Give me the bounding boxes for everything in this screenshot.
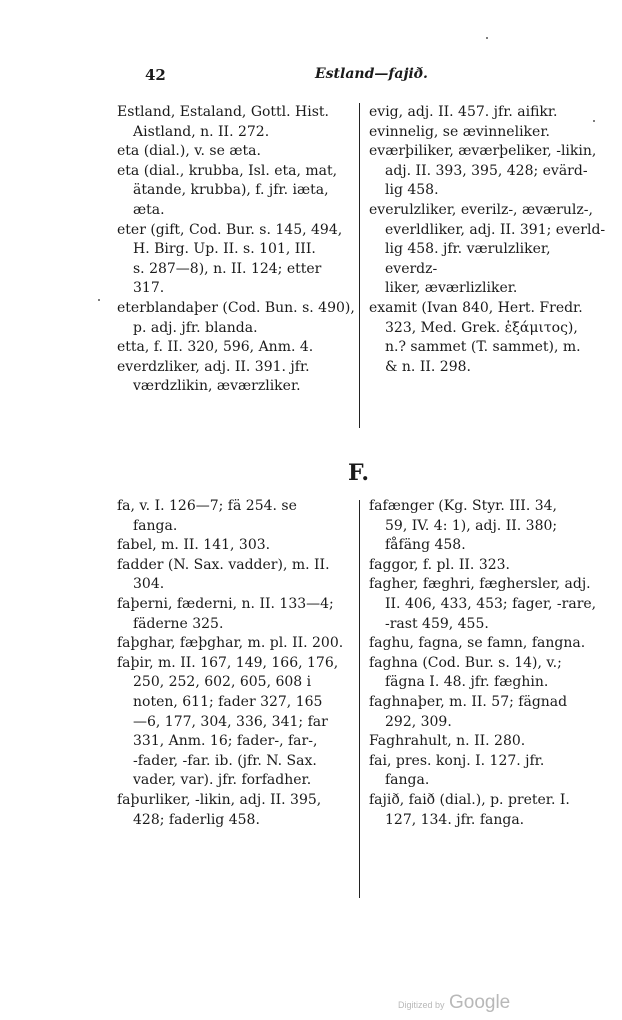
entry-line: eværþiliker, æværþeliker, -likin, (369, 143, 597, 160)
column-divider-top (359, 103, 360, 428)
entry-line: eta (dial., krubba, Isl. eta, mat, (117, 162, 338, 179)
entry-line: værdzlikin, æværzliker. (133, 378, 301, 395)
print-speck (98, 299, 100, 301)
entry-line: fäderne 325. (133, 615, 224, 632)
entry-line: vader, var). jfr. forfadher. (133, 772, 312, 789)
dictionary-entry (369, 752, 606, 791)
entry-line: & n. II. 298. (385, 358, 471, 375)
entry-line: etta, f. II. 320, 596, Anm. 4. (117, 339, 314, 356)
entry-line: evinnelig, se ævinneliker. (369, 123, 550, 140)
dictionary-entry (117, 654, 355, 791)
entry-line: fafænger (Kg. Styr. III. 34, (369, 498, 557, 514)
entry-line: 59, IV. 4: 1), adj. II. 380; (385, 517, 558, 534)
print-speck (486, 37, 488, 39)
watermark-brand: Google (448, 992, 511, 1013)
entry-line: fåfäng 458. (385, 537, 466, 554)
dictionary-entry (369, 654, 606, 693)
entry-line: fajið, faið (dial.), p. preter. I. (369, 791, 570, 808)
entry-line: everldliker, adj. II. 391; everld- (385, 221, 606, 238)
dictionary-entry (369, 791, 606, 830)
entry-line: everulzliker, everilz-, æværulz-, (369, 201, 593, 218)
entry-line: -fader, -far. ib. (jfr. N. Sax. (133, 752, 317, 769)
dictionary-entry (369, 556, 606, 576)
entry-line: 292, 309. (385, 713, 452, 730)
dictionary-entry (369, 575, 606, 634)
running-head: Estland—fajið. (315, 66, 428, 82)
entry-line: evig, adj. II. 457. jfr. aifikr. (369, 104, 558, 120)
entry-line: 304. (133, 576, 165, 593)
dictionary-entry (117, 142, 355, 162)
entry-line: faþurliker, -likin, adj. II. 395, (117, 791, 322, 808)
entry-line: æta. (133, 201, 165, 218)
entry-line: 323, Med. Grek. ἑξάμιτος), (385, 319, 578, 336)
entry-line: noten, 611; fader 327, 165 (133, 693, 323, 710)
column-bottom-right (369, 497, 606, 830)
page-number: 42 (145, 66, 166, 84)
digitized-by-google-watermark (398, 992, 510, 1014)
entry-line: faghnaþer, m. II. 57; fägnad (369, 693, 568, 710)
dictionary-entry (117, 358, 355, 397)
watermark-prefix: Digitized by (398, 1000, 445, 1010)
column-bottom-left (117, 497, 355, 830)
dictionary-entry (117, 299, 355, 338)
dictionary-entry (369, 634, 606, 654)
entry-line: ätande, krubba), f. jfr. iæta, (133, 182, 329, 199)
dictionary-entry (117, 497, 355, 536)
dictionary-entry (117, 338, 355, 358)
dictionary-entry (369, 299, 606, 377)
dictionary-entry (117, 556, 355, 595)
entry-line: lig 458. jfr. værulzliker, everdz- (385, 241, 551, 277)
entry-line: 250, 252, 602, 605, 608 i (133, 674, 312, 691)
entry-line: II. 406, 433, 453; fager, -rare, (385, 595, 597, 612)
entry-line: fanga. (133, 517, 178, 534)
entry-line: fägna I. 48. jfr. fæghin. (385, 674, 549, 691)
entry-line: fai, pres. konj. I. 127. jfr. (369, 752, 545, 769)
entry-line: eterblandaþer (Cod. Bun. s. 490), (117, 299, 355, 316)
dictionary-entry (117, 634, 355, 654)
dictionary-entry (369, 103, 606, 123)
entry-line: fabel, m. II. 141, 303. (117, 537, 271, 554)
print-speck (593, 120, 595, 122)
entry-line: Faghrahult, n. II. 280. (369, 733, 526, 750)
entry-line: 331, Anm. 16; fader-, far-, (133, 733, 318, 750)
entry-line: faggor, f. pl. II. 323. (369, 556, 510, 573)
dictionary-entry (369, 732, 606, 752)
entry-line: faþghar, fæþghar, m. pl. II. 200. (117, 635, 344, 652)
entry-line: liker, æværlizliker. (385, 280, 518, 297)
dictionary-entry (117, 595, 355, 634)
dictionary-entry (117, 791, 355, 830)
column-divider-bottom (359, 500, 360, 898)
entry-line: adj. II. 393, 395, 428; evärd- (385, 162, 588, 179)
dictionary-entry (369, 142, 606, 201)
entry-line: fadder (N. Sax. vadder), m. II. (117, 556, 330, 573)
entry-line: faghna (Cod. Bur. s. 14), v.; (369, 654, 562, 671)
dictionary-entry (369, 201, 606, 299)
entry-line: -rast 459, 455. (385, 615, 489, 632)
dictionary-entry (117, 103, 355, 142)
entry-line: eter (gift, Cod. Bur. s. 145, 494, (117, 221, 343, 238)
column-top-left (117, 103, 355, 397)
entry-line: p. adj. jfr. blanda. (133, 319, 258, 336)
entry-line: faþir, m. II. 167, 149, 166, 176, (117, 654, 339, 671)
entry-line: examit (Ivan 840, Hert. Fredr. (369, 299, 583, 316)
entry-line: Aistland, n. II. 272. (133, 123, 270, 140)
dictionary-entry (369, 123, 606, 143)
entry-line: faþerni, fæderni, n. II. 133—4; (117, 595, 334, 612)
dictionary-entry (117, 536, 355, 556)
entry-line: eta (dial.), v. se æta. (117, 143, 261, 160)
column-top-right (369, 103, 606, 377)
entry-line: n.? sammet (T. sammet), m. (385, 339, 581, 356)
dictionary-entry (369, 693, 606, 732)
dictionary-entry (117, 162, 355, 221)
entry-line: —6, 177, 304, 336, 341; far (133, 713, 328, 730)
entry-line: s. 287—8), n. II. 124; etter 317. (133, 260, 322, 297)
entry-line: 428; faderlig 458. (133, 811, 260, 828)
entry-line: fanga. (385, 772, 430, 789)
entry-line: faghu, fagna, se famn, fangna. (369, 635, 586, 652)
page-header (145, 66, 565, 88)
entry-line: lig 458. (385, 182, 439, 199)
entry-line: everdzliker, adj. II. 391. jfr. (117, 358, 310, 375)
entry-line: fa, v. I. 126—7; fä 254. se (117, 498, 297, 514)
entry-line: 127, 134. jfr. fanga. (385, 811, 525, 828)
section-heading: F. (348, 460, 370, 486)
entry-line: fagher, fæghri, fæghersler, adj. (369, 576, 591, 593)
dictionary-entry (369, 497, 606, 556)
dictionary-entry (117, 221, 355, 299)
entry-line: Estland, Estaland, Gottl. Hist. (117, 104, 330, 120)
entry-line: H. Birg. Up. II. s. 101, III. (133, 241, 316, 258)
